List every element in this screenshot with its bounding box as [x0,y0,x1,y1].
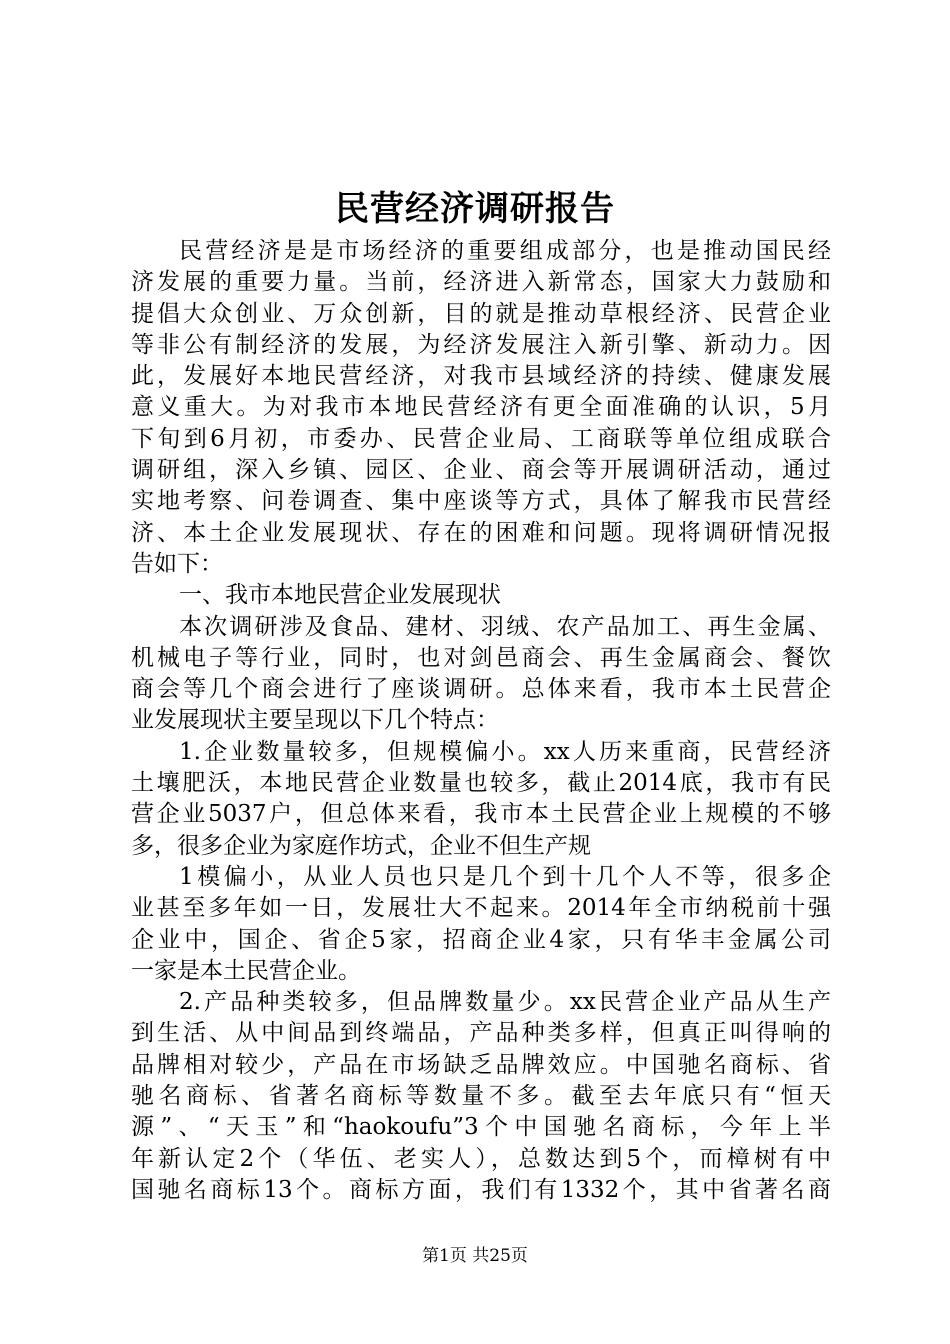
text-line: 实地考察、问卷调查、集中座谈等方式，具体了解我市民营经 [131,488,831,515]
text-line: 济、本土企业发展现状、存在的困难和问题。现将调研情况报 [131,519,831,546]
text-line: 下旬到6月初，市委办、民营企业局、工商联等单位组成联合 [131,425,831,452]
section-heading: 一、我市本地民营企业发展现状 [179,582,501,609]
text-line: 2.产品种类较多，但品牌数量少。xx民营企业产品从生产 [179,989,831,1016]
text-line: 驰名商标、省著名商标等数量不多。截至去年底只有“恒天 [131,1083,831,1110]
page-number-footer: 第1页 共25页 [422,1246,528,1266]
text-line: 源”、“天玉”和“haokoufu”3个中国驰名商标，今年上半 [131,1114,831,1141]
text-line: 告如下： [131,550,223,577]
text-line: 调研组，深入乡镇、园区、企业、商会等开展调研活动，通过 [131,457,831,484]
text-line: 多，很多企业为家庭作坊式，企业不但生产规 [131,832,591,859]
text-line: 1模偏小，从业人员也只是几个到十几个人不等，很多企 [179,863,831,890]
text-line: 此，发展好本地民营经济，对我市县域经济的持续、健康发展 [131,363,831,390]
document-body [131,236,831,1206]
text-line: 民营经济是是市场经济的重要组成部分，也是推动国民经 [179,238,831,264]
text-line: 机械电子等行业，同时，也对剑邑商会、再生金属商会、餐饮 [131,644,831,671]
text-line: 一家是本土民营企业。 [131,957,361,984]
text-line: 1.企业数量较多，但规模偏小。xx人历来重商，民营经济 [179,738,831,765]
text-line: 企业中，国企、省企5家，招商企业4家，只有华丰金属公司 [131,926,831,953]
text-line: 本次调研涉及食品、建材、羽绒、农产品加工、再生金属、 [179,613,831,640]
text-line: 意义重大。为对我市本地民营经济有更全面准确的认识，5月 [131,394,831,421]
text-line: 品牌相对较少，产品在市场缺乏品牌效应。中国驰名商标、省 [131,1051,831,1078]
text-line: 济发展的重要力量。当前，经济进入新常态，国家大力鼓励和 [131,269,831,296]
text-line: 到生活、从中间品到终端品，产品种类多样，但真正叫得响的 [131,1020,831,1047]
document-title: 民营经济调研报告 [335,189,615,229]
text-line: 年新认定2个（华伍、老实人），总数达到5个，而樟树有中 [131,1145,831,1172]
text-line: 土壤肥沃，本地民营企业数量也较多，截止2014底，我市有民 [131,770,831,797]
text-line: 商会等几个商会进行了座谈调研。总体来看，我市本土民营企 [131,676,831,703]
text-line: 提倡大众创业、万众创新，目的就是推动草根经济、民营企业 [131,300,831,327]
text-line: 国驰名商标13个。商标方面，我们有1332个，其中省著名商 [131,1176,831,1203]
text-line: 营企业5037户，但总体来看，我市本土民营企业上规模的不够 [131,801,831,828]
text-line: 等非公有制经济的发展，为经济发展注入新引擎、新动力。因 [131,331,831,358]
text-line: 业甚至多年如一日，发展壮大不起来。2014年全市纳税前十强 [131,895,831,922]
text-line: 业发展现状主要呈现以下几个特点： [131,707,499,734]
